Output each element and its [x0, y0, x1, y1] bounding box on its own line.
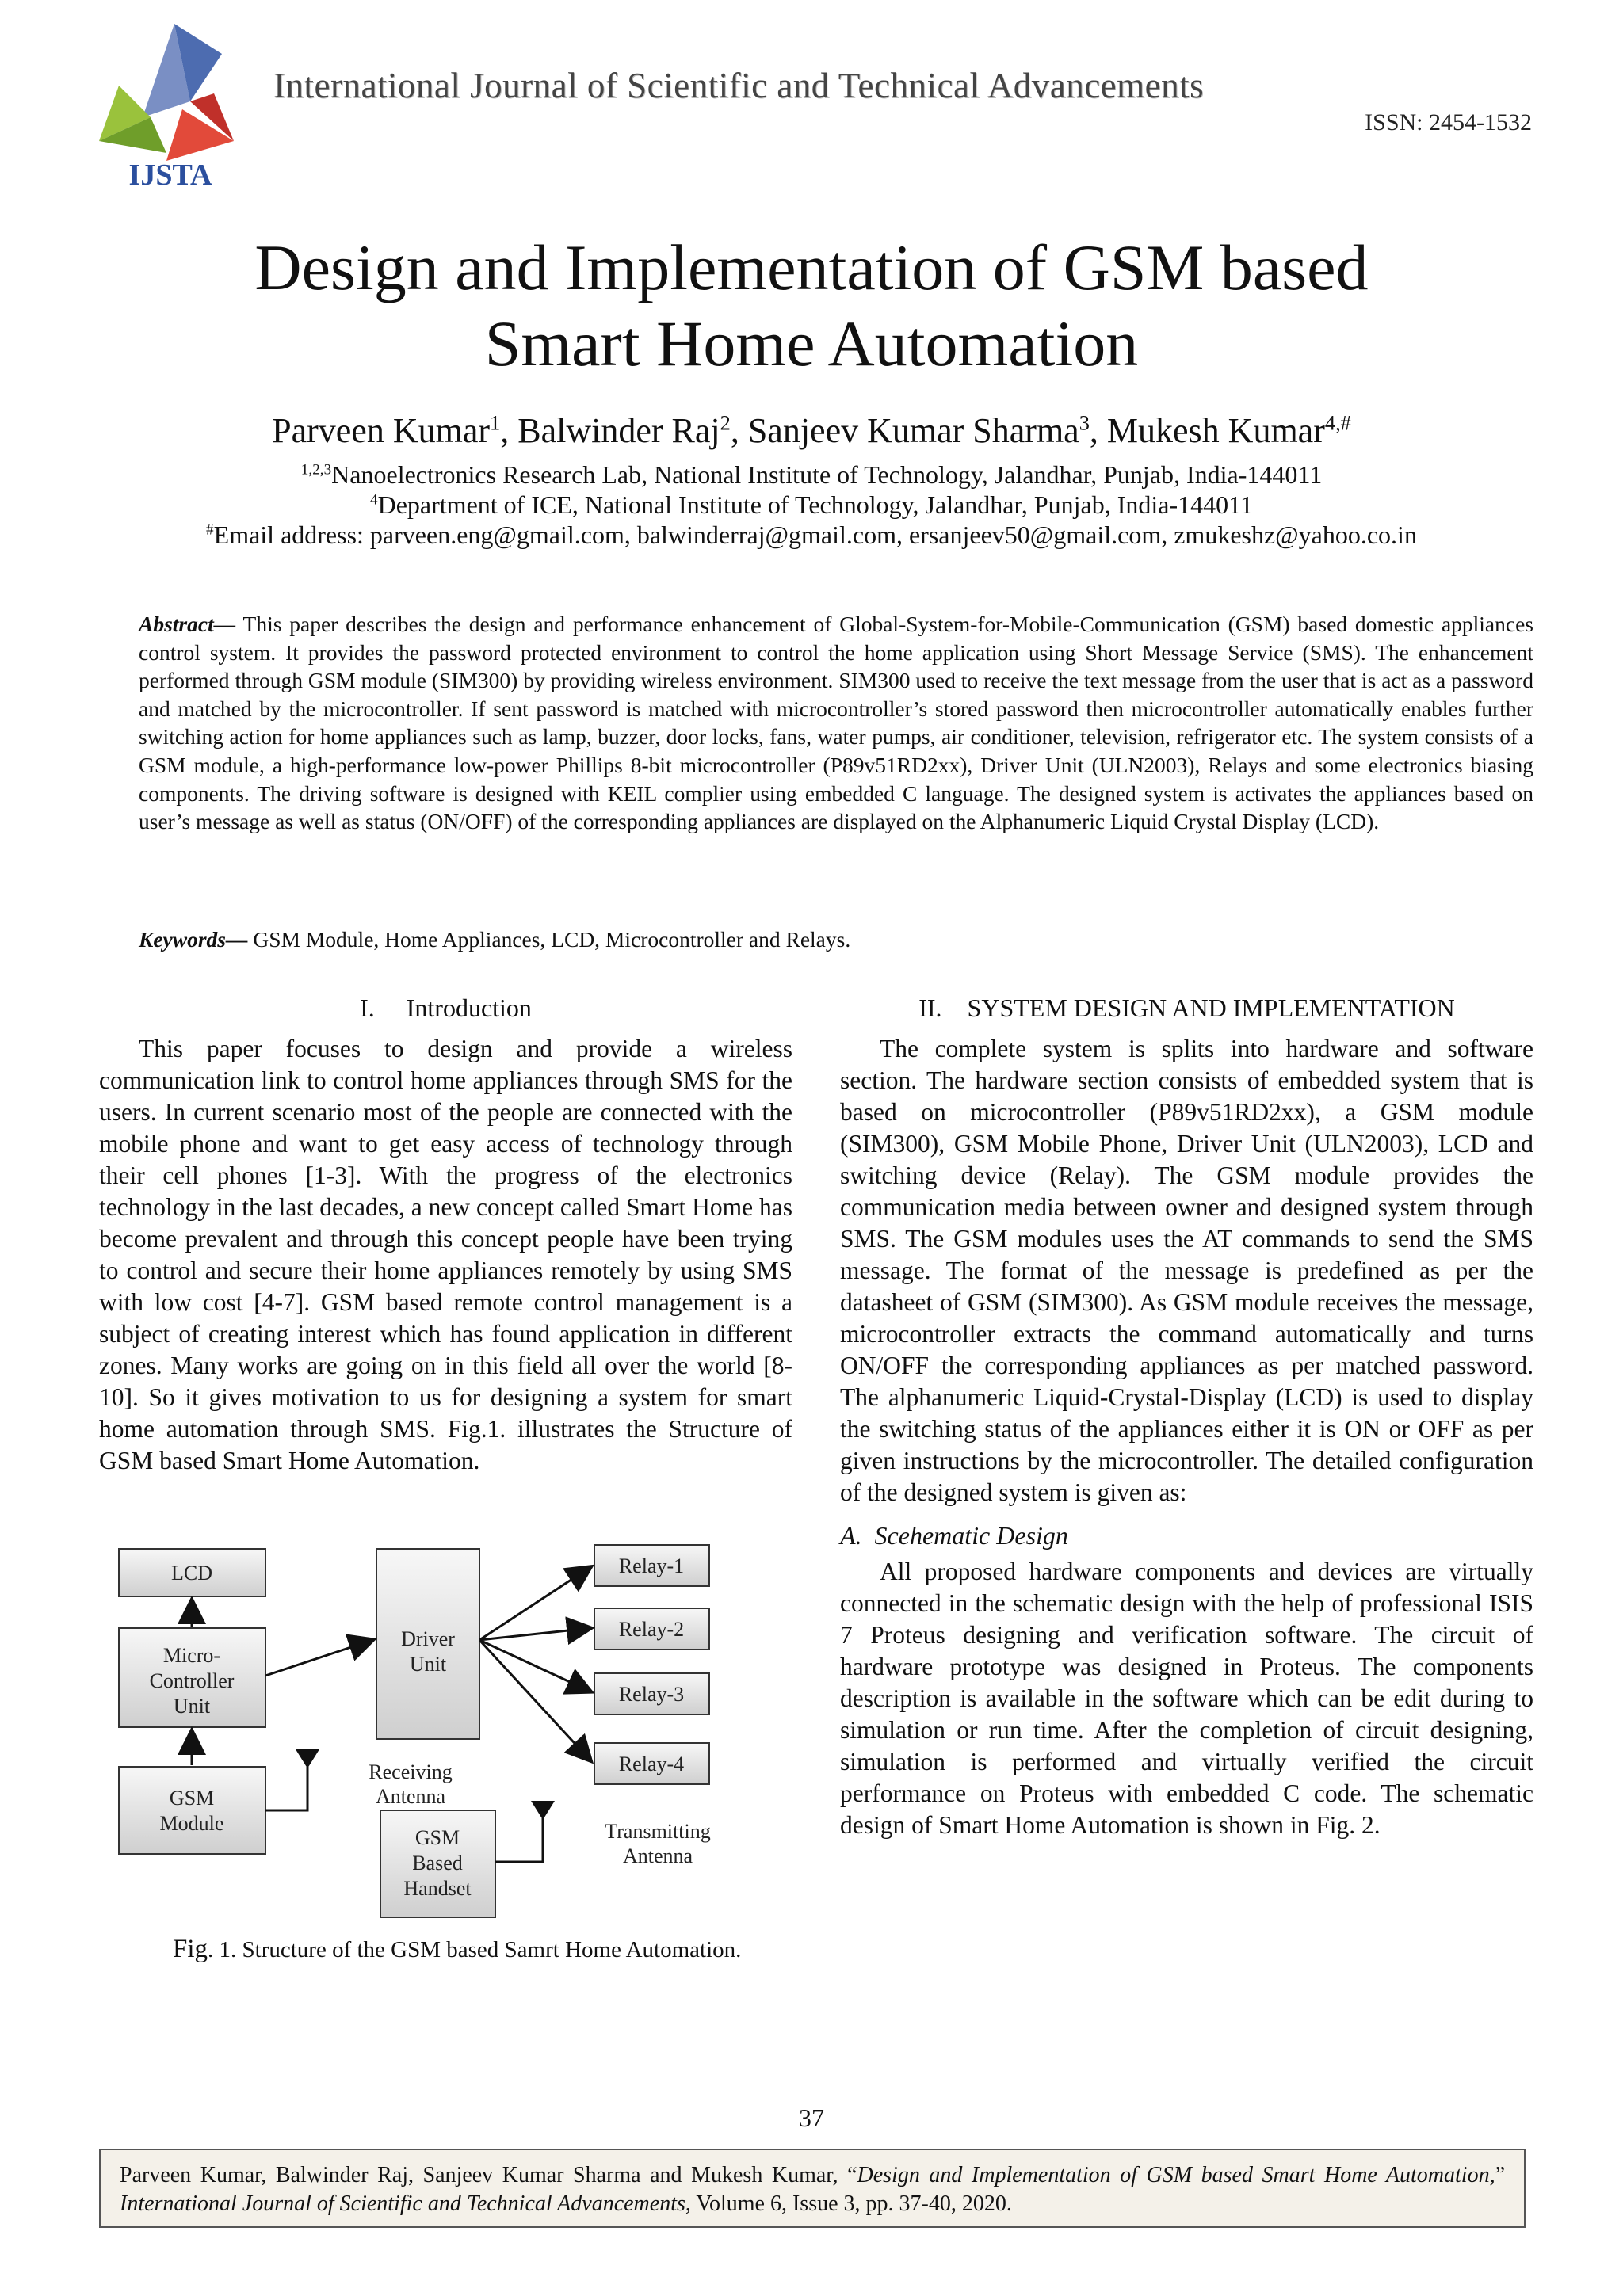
schematic-paragraph: All proposed hardware components and devices are virtually connected in the schematic design with the help of professional ISIS 7 Proteus designing and verification software. The circuit of hardware prototype was designed in Proteus. The components description is available in the software which can be edit during to simulation or run time. After the completion of circuit designing, simulation is performed and virtually verified the circuit performance on Proteus with embedded C code. The schematic design of Smart Home Automation is shown in Fig. 2.	[840, 1558, 1533, 1839]
author-list: Parveen Kumar$^1$, Balwinder Raj$^2$, Sanjeev Kumar Sharma$^3$, Mukesh Kumar$^{4,\#}$	[272, 410, 1351, 450]
aff-text: Department of ICE, National Institute of Technology, Jalandhar, Punjab, India-144011	[377, 490, 1253, 519]
cite-authors: Parveen Kumar, Balwinder Raj, Sanjeev Kumar Sharma and Mukesh Kumar, “	[120, 2163, 857, 2187]
figure-1-diagram	[103, 1537, 737, 1925]
logo-text: IJSTA	[128, 158, 212, 189]
transmitting-antenna-icon	[531, 1801, 555, 1820]
gsm-label-2: Module	[159, 1812, 224, 1835]
journal-logo	[95, 22, 246, 189]
tx-antenna-wire	[495, 1818, 543, 1862]
tx-label-2: Antenna	[622, 1844, 693, 1867]
mcu-label-1: Micro-	[162, 1644, 221, 1667]
mcu-label-3: Unit	[173, 1695, 211, 1718]
ijsta-logo-icon	[95, 22, 246, 189]
mcu-label-2: Controller	[149, 1669, 235, 1692]
relay-4-label: Relay-4	[618, 1753, 685, 1775]
keywords-text: GSM Module, Home Appliances, LCD, Microcontroller and Relays.	[247, 927, 851, 952]
section-1-body	[99, 1033, 792, 1477]
affiliation-1	[0, 460, 1623, 490]
arrow-driver-relay3	[479, 1640, 590, 1691]
driver-label-2: Unit	[409, 1653, 447, 1676]
affiliation-2	[0, 490, 1623, 520]
rx-label-2: Antenna	[375, 1785, 446, 1808]
gsm-label-1: GSM	[169, 1787, 215, 1810]
issn: ISSN: 2454-1532	[1365, 109, 1532, 135]
relay-2-label: Relay-2	[618, 1618, 685, 1641]
handset-label-3: Handset	[403, 1877, 472, 1900]
cite-end: , Volume 6, Issue 3, pp. 37-40, 2020.	[685, 2191, 1012, 2216]
citation-box	[99, 2149, 1526, 2228]
abstract	[139, 610, 1533, 836]
email-text: Email address: parveen.eng@gmail.com, balwinderraj@gmail.com, ersanjeev50@gmail.com, zmukeshz@yahoo.co.in	[213, 521, 1417, 549]
handset-label-2: Based	[412, 1852, 463, 1875]
cite-journal: International Journal of Scientific and Technical Advancements	[120, 2191, 685, 2216]
system-design-paragraph: The complete system is splits into hardware and software section. The hardware section consists of embedded system that is based on microcontroller (P89v51RD2xx), a GSM module (SIM300), GSM Mobile Phone, Driver Unit (ULN2003), LCD and switching device (Relay). The GSM module provides the communication media between owner and designed system through SMS. The GSM modules uses the AT commands to send the SMS message. The format of the message is predefined as per the datasheet of GSM (SIM300). As GSM module receives the message, microcontroller extracts the command automatically and turns ON/OFF the corresponding appliances as per matched password. The alphanumeric Liquid-Crystal-Display (LCD) is used to display the switching status of the appliances either it is ON or OFF as per given instructions by the microcontroller. The detailed configuration of the designed system is given as:	[840, 1035, 1533, 1506]
abstract-label: Abstract—	[139, 612, 236, 636]
intro-paragraph: This paper focuses to design and provide a wireless communication link to control home appliances through SMS for the users. In current scenario most of the people are connected with the mobile phone and want to get easy access of technology through their cell phones [1-3]. With the progress of the electronics technology in the last decades, a new concept called Smart Home has become prevalent and through this concept people have been trying to control and secure their home appliances remotely by using SMS with low cost [4-7]. GSM based remote control management is a subject of creating interest which has found application in different zones. Many works are going on in this field all over the world [8-10]. So it gives motivation to us for designing a system for smart home automation through SMS. Fig.1. illustrates the Structure of GSM based Smart Home Automation.	[99, 1035, 792, 1474]
driver-label-1: Driver	[401, 1627, 455, 1650]
author-name: Mukesh Kumar	[1106, 411, 1325, 450]
receiving-antenna-icon	[296, 1749, 319, 1768]
caption-prefix: Fig	[173, 1935, 208, 1963]
abstract-text: This paper describes the design and performance enhancement of Global-System-for-Mobile-Communication (GSM) based domestic appliances control system. It provides the password protected environment to control the home application using Short Message Service (SMS). The enhancement performed through GSM module (SIM300) by providing wireless environment. SIM300 used to receive the text message from the user that is act as a password and matched by the microcontroller. If sent password is matched with microcontroller’s stored password then microcontroller automatically enables further switching action for home appliances such as lamp, buzzer, door locks, fans, water pumps, air conditioner, television, refrigerator etc. The system consists of a GSM module, a high-performance low-power Phillips 8-bit microcontroller (P89v51RD2xx), Driver Unit (ULN2003), Relays and some electronics biasing components. The driving software is designed with KEIL complier using embedded C language. The designed system is activates the appliances based on user’s message as well as status (ON/OFF) of the corresponding appliances are displayed on the Alphanumeric Liquid Crystal Display (LCD).	[139, 612, 1533, 834]
section-2-heading: II. SYSTEM DESIGN AND IMPLEMENTATION	[918, 994, 1455, 1022]
relay-3-label: Relay-3	[618, 1683, 685, 1706]
cite-title: Design and Implementation of GSM based Smart Home Automation,	[857, 2163, 1495, 2187]
relay-1-label: Relay-1	[618, 1554, 685, 1577]
title-line-1: Design and Implementation of GSM based	[254, 231, 1369, 303]
handset-label-1: GSM	[414, 1826, 460, 1849]
aff-sup: 1,2,3	[300, 461, 332, 479]
email-line	[0, 520, 1623, 550]
arrow-driver-relay4	[479, 1640, 590, 1760]
arrow-mcu-driver	[265, 1640, 372, 1676]
author-sup: 4,#	[1324, 410, 1351, 435]
title-line-2: Smart Home Automation	[484, 307, 1139, 379]
lcd-label: LCD	[171, 1562, 212, 1585]
author-sup: 2	[720, 410, 731, 435]
author-sup: 1	[490, 410, 501, 435]
author-sup: 3	[1079, 410, 1090, 435]
rx-label-1: Receiving	[369, 1760, 453, 1783]
gsm-module-box	[119, 1767, 265, 1854]
tx-label-1: Transmitting	[605, 1820, 711, 1843]
keywords	[139, 925, 1533, 954]
aff-sup: 4	[370, 491, 378, 509]
figure-1-caption	[173, 1935, 741, 1964]
aff-text: Nanoelectronics Research Lab, National Institute of Technology, Jalandhar, Punjab, India-144011	[331, 460, 1323, 489]
journal-name: International Journal of Scientific and Technical Advancements	[273, 66, 1205, 105]
cite-mid: ”	[1495, 2163, 1506, 2187]
author-name: Sanjeev Kumar Sharma	[747, 411, 1079, 450]
author-name: Parveen Kumar	[272, 411, 491, 450]
author-name: Balwinder Raj	[517, 411, 720, 450]
rx-antenna-wire	[265, 1767, 307, 1810]
caption-text: . 1. Structure of the GSM based Samrt Home Automation.	[208, 1937, 742, 1962]
aff-sup: #	[206, 521, 214, 539]
page-number: 37	[799, 2103, 824, 2132]
keywords-label: Keywords—	[139, 927, 248, 952]
section-1-heading: I. Introduction	[360, 994, 532, 1022]
section-2-body	[840, 1033, 1533, 1841]
subsection-a-heading: A. Scehematic Design	[840, 1521, 1068, 1550]
paper-title	[0, 230, 1623, 382]
